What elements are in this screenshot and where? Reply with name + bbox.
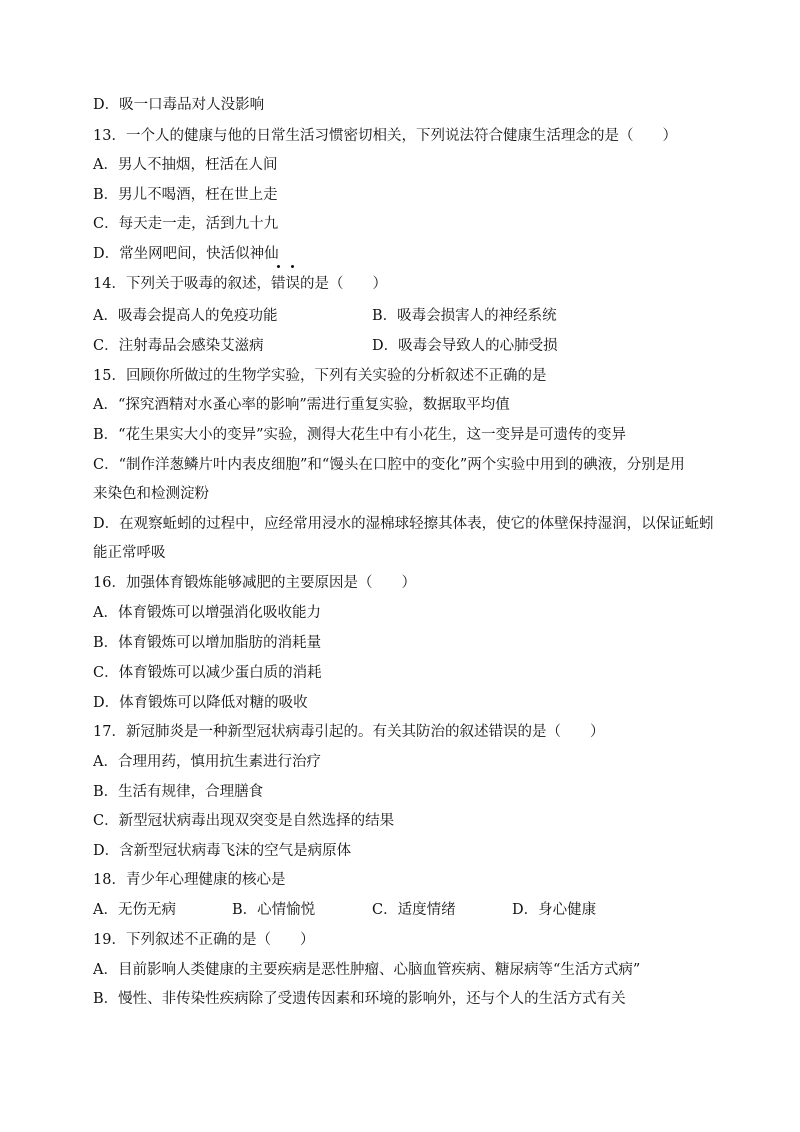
option-a-q17: A．合理用药，慎用抗生素进行治疗 <box>93 754 321 770</box>
emphasis-char-text: 错 <box>270 276 286 292</box>
emphasis-dot <box>291 265 294 268</box>
option-d-q16: D．体育锻炼可以降低对糖的吸收 <box>93 695 308 711</box>
option-c-q16: C．体育锻炼可以减少蛋白质的消耗 <box>93 665 322 681</box>
question-19: 19．下列叙述不正确的是（ ） <box>93 932 315 948</box>
option-d-q15-continued: 能正常呼吸 <box>93 545 166 561</box>
option-c-q14: C．注射毒品会感染艾滋病 <box>93 338 264 354</box>
option-b-q17: B．生活有规律，合理膳食 <box>93 784 264 800</box>
emphasis-char <box>271 274 286 294</box>
option-b-q15: B．“花生果实大小的变异”实验，测得大花生中有小花生，这一变异是可遗传的变异 <box>93 427 626 443</box>
question-14-text-start: 14．下列关于吸毒的叙述， <box>93 276 271 292</box>
option-d-q17: D．含新型冠状病毒飞沫的空气是病原体 <box>93 843 352 859</box>
option-c-q15-continued: 来染色和检测淀粉 <box>93 486 209 502</box>
option-a-q16: A．体育锻炼可以增强消化吸收能力 <box>93 605 321 621</box>
option-c-q17: C．新型冠状病毒出现双突变是自然选择的结果 <box>93 813 395 829</box>
question-15: 15．回顾你所做过的生物学实验，下列有关实验的分析叙述不正确的是 <box>93 368 547 384</box>
emphasis-char <box>285 274 300 294</box>
option-d-q12: D．吸一口毒品对人没影响 <box>93 97 265 113</box>
option-b-q19: B．慢性、非传染性疾病除了受遗传因素和环境的影响外，还与个人的生活方式有关 <box>93 991 626 1007</box>
option-b-q16: B．体育锻炼可以增加脂肪的消耗量 <box>93 635 322 651</box>
question-17: 17．新冠肺炎是一种新型冠状病毒引起的。有关其防治的叙述错误的是（ ） <box>93 724 605 740</box>
option-d-q18: D．身心健康 <box>512 902 597 918</box>
option-c-q13: C．每天走一走，活到九十九 <box>93 216 279 232</box>
question-13: 13．一个人的健康与他的日常生活习惯密切相关，下列说法符合健康生活理念的是（ ） <box>93 128 677 144</box>
option-a-q18: A．无伤无病 <box>93 902 176 918</box>
option-b-q13: B．男儿不喝酒，枉在世上走 <box>93 187 278 203</box>
option-c-q18: C．适度情绪 <box>372 902 456 918</box>
option-c-q15: C．“制作洋葱鳞片叶内表皮细胞”和“馒头在口腔中的变化”两个实验中用到的碘液，分别是用 <box>93 457 685 473</box>
question-14 <box>93 274 710 294</box>
option-a-q13: A．男人不抽烟，枉活在人间 <box>93 157 278 173</box>
option-b-q18: B．心情愉悦 <box>232 902 316 918</box>
emphasis-dot <box>277 265 280 268</box>
option-a-q19: A．目前影响人类健康的主要疾病是恶性肿瘤、心脑血管疾病、糖尿病等“生活方式病” <box>93 962 641 978</box>
question-18: 18．青少年心理健康的核心是 <box>93 872 286 888</box>
option-b-q14: B．吸毒会损害人的神经系统 <box>372 308 557 324</box>
option-a-q15: A．“探究酒精对水蚤心率的影响”需进行重复实验，数据取平均值 <box>93 397 510 413</box>
option-d-q14: D．吸毒会导致人的心肺受损 <box>372 338 558 354</box>
option-d-q13: D．常坐网吧间，快活似神仙 <box>93 246 279 262</box>
question-14-text-end: 的是（ ） <box>299 276 387 292</box>
option-a-q14: A．吸毒会提高人的免疫功能 <box>93 308 278 324</box>
question-16: 16．加强体育锻炼能够减肥的主要原因是（ ） <box>93 575 416 591</box>
option-d-q15: D．在观察蚯蚓的过程中，应经常用浸水的湿棉球轻擦其体表，使它的体壁保持湿润，以保证蚯蚓 <box>93 516 714 532</box>
emphasis-char-text: 误 <box>285 276 300 292</box>
